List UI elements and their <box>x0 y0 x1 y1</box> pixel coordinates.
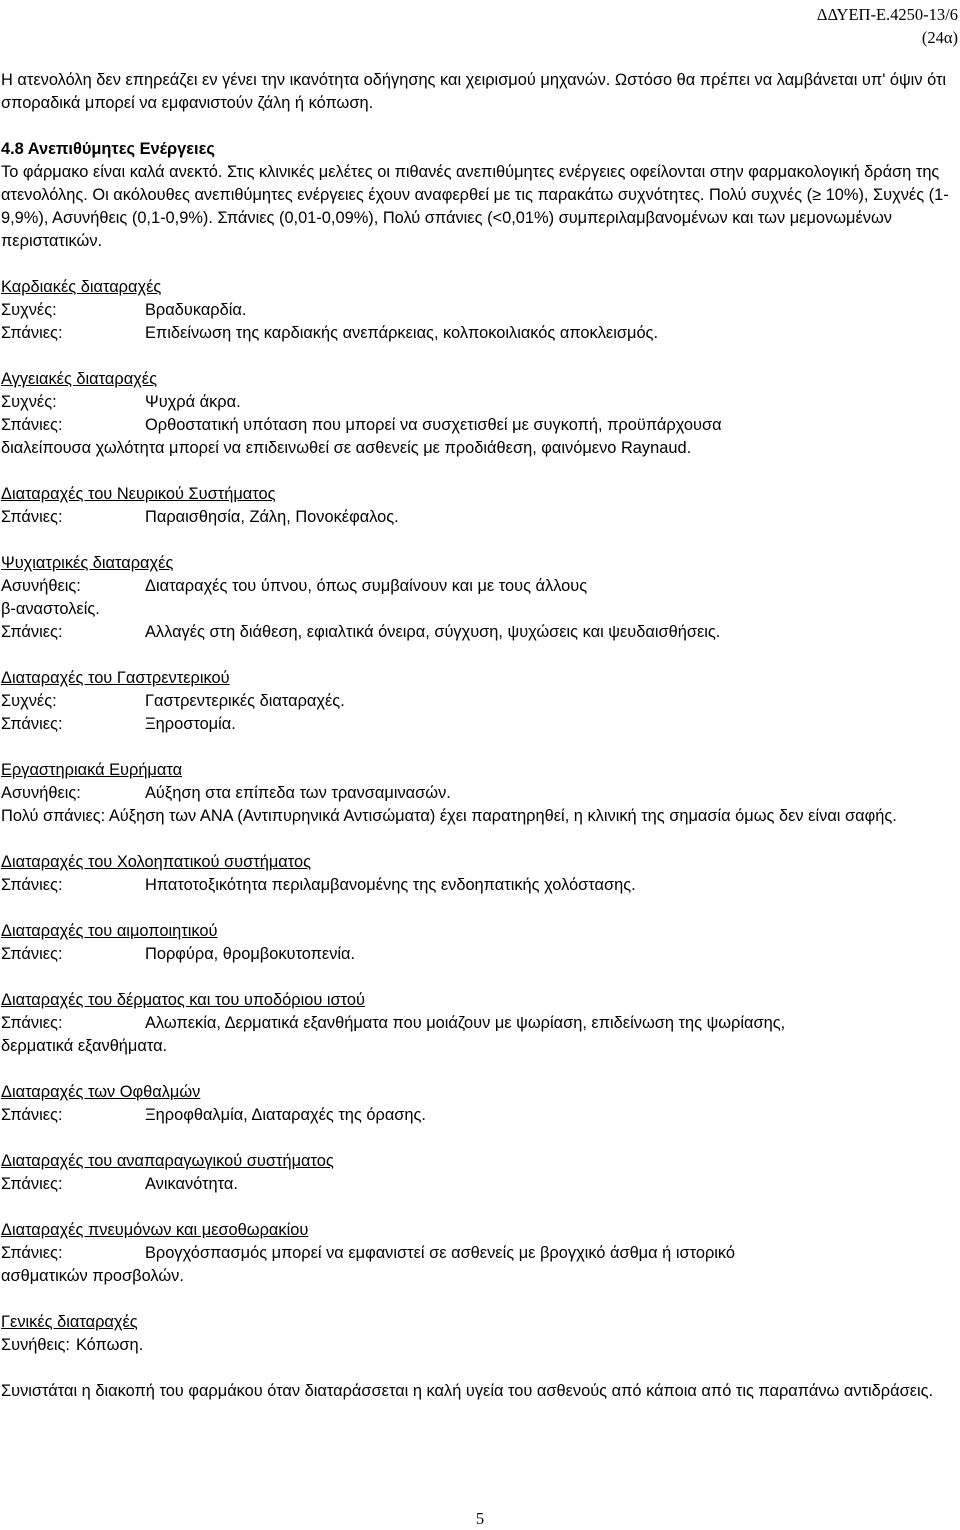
hepatobiliary-row-rare <box>1 874 951 897</box>
closing-paragraph: Συνιστάται η διακοπή του φαρμάκου όταν διαταράσσεται η καλή υγεία του ασθενούς από κάποια από τις παραπάνω αντιδράσεις. <box>1 1382 934 1400</box>
effect-text: Γαστρεντερικές διαταραχές. <box>145 692 345 710</box>
psychiatric-row-rare <box>1 621 951 644</box>
frequency-label: Συνήθεις: <box>1 1336 70 1354</box>
frequency-label: Σπάνιες: <box>1 324 63 342</box>
effect-text: Επιδείνωση της καρδιακής ανεπάρκειας, κολποκοιλιακός αποκλεισμός. <box>145 324 659 342</box>
psychiatric-heading: Ψυχιατρικές διαταραχές <box>1 554 174 572</box>
frequency-label: Συχνές: <box>1 301 57 319</box>
general-heading: Γενικές διαταραχές <box>1 1313 138 1331</box>
frequency-label: Σπάνιες: <box>1 945 63 963</box>
effect-text: Ψυχρά άκρα. <box>145 393 241 411</box>
frequency-label: Συχνές: <box>1 393 57 411</box>
vascular-row-common <box>1 391 951 414</box>
respiratory-heading: Διαταραχές πνευμόνων και μεσοθωρακίου <box>1 1221 309 1239</box>
effect-text: Ανικανότητα. <box>145 1175 238 1193</box>
general-row-common <box>1 1334 951 1357</box>
document-sub-id: (24α) <box>921 28 958 47</box>
frequency-label: Ασυνήθεις: <box>1 784 81 802</box>
frequency-label: Σπάνιες: <box>1 1014 63 1032</box>
section-title: 4.8 Ανεπιθύμητες Ενέργειες <box>1 140 215 158</box>
section-intro-paragraph: Το φάρμακο είναι καλά ανεκτό. Στις κλινικές μελέτες οι πιθανές ανεπιθύμητες ενέργειες οφείλονται στην φαρμακολογική δράση της ατενολόλης. Οι ακόλουθες ανεπιθύμητες ενέργειες έχουν αναφερθεί με τις παρακάτω συχνότητες. Πολύ συχνές (≥ 10%), Συχνές (1-9,9%), Ασυνήθεις (0,1-0,9%). Σπάνιες (0,01-0,09%), Πολύ σπάνιες (<0,01%) συμπεριλαμβανομένων και των μεμονωμένων περιστατικών. <box>1 163 949 250</box>
lab-heading: Εργαστηριακά Ευρήματα <box>1 761 183 779</box>
effect-text: Κόπωση. <box>75 1336 144 1354</box>
reproductive-heading: Διαταραχές του αναπαραγωγικού συστήματος <box>1 1152 334 1170</box>
effect-text: Βρογχόσπασμός μπορεί να εμφανιστεί σε ασθενείς με βρογχικό άσθμα ή ιστορικό <box>145 1244 736 1262</box>
cardiac-row-rare <box>1 322 951 345</box>
gastro-row-rare <box>1 713 951 736</box>
cardiac-heading: Καρδιακές διαταραχές <box>1 278 162 296</box>
driving-paragraph: Η ατενολόλη δεν επηρεάζει εν γένει την ικανότητα οδήγησης και χειρισμού μηχανών. Ωστόσο θα πρέπει να λαμβάνεται υπ' όψιν ότι σποραδικά μπορεί να εμφανιστούν ζάλη ή κόπωση. <box>1 71 947 112</box>
blood-row-rare <box>1 943 951 966</box>
frequency-label: Σπάνιες: <box>1 1106 63 1124</box>
effect-text: Πορφύρα, θρομβοκυτοπενία. <box>145 945 356 963</box>
frequency-label: Σπάνιες: <box>1 416 63 434</box>
effect-text: Ηπατοτοξικότητα περιλαμβανομένης της ενδοηπατικής χολόστασης. <box>145 876 636 894</box>
effect-continuation: β-αναστολείς. <box>1 600 100 618</box>
nervous-heading: Διαταραχές του Νευρικού Συστήματος <box>1 485 276 503</box>
hepatobiliary-heading: Διαταραχές του Χολοηπατικού συστήματος <box>1 853 311 871</box>
frequency-label: Σπάνιες: <box>1 715 63 733</box>
document-body <box>1 69 951 1403</box>
frequency-label: Σπάνιες: <box>1 876 63 894</box>
effect-continuation: διαλείπουσα χωλότητα μπορεί να επιδεινωθεί σε ασθενείς με προδιάθεση, φαινόμενο Raynaud. <box>1 439 692 457</box>
lab-row-very-rare: Πολύ σπάνιες: Αύξηση των ΑΝΑ (Αντιπυρηνικά Αντισώματα) έχει παρατηρηθεί, η κλινική της σημασία όμως δεν είναι σαφής. <box>1 807 897 825</box>
reproductive-row-rare <box>1 1173 951 1196</box>
skin-heading: Διαταραχές του δέρματος και του υποδόριου ιστού <box>1 991 365 1009</box>
frequency-label: Σπάνιες: <box>1 623 63 641</box>
effect-text: Αύξηση στα επίπεδα των τρανσαμινασών. <box>145 784 451 802</box>
gastro-heading: Διαταραχές του Γαστρεντερικού <box>1 669 230 687</box>
gastro-row-common <box>1 690 951 713</box>
skin-row-rare <box>1 1012 951 1035</box>
frequency-label: Σπάνιες: <box>1 508 63 526</box>
nervous-row-rare <box>1 506 951 529</box>
effect-text: Βραδυκαρδία. <box>145 301 247 319</box>
vascular-heading: Αγγειακές διαταραχές <box>1 370 157 388</box>
frequency-label: Σπάνιες: <box>1 1244 63 1262</box>
lab-row-uncommon <box>1 782 951 805</box>
frequency-label: Συχνές: <box>1 692 57 710</box>
effect-text: Παραισθησία, Ζάλη, Πονοκέφαλος. <box>145 508 399 526</box>
effect-text: Αλωπεκία, Δερματικά εξανθήματα που μοιάζουν με ψωρίαση, επιδείνωση της ψωρίασης, <box>145 1014 786 1032</box>
psychiatric-row-uncommon <box>1 575 951 598</box>
effect-continuation: ασθματικών προσβολών. <box>1 1267 184 1285</box>
eye-row-rare <box>1 1104 951 1127</box>
eye-heading: Διαταραχές των Οφθαλμών <box>1 1083 201 1101</box>
effect-text: Ορθοστατική υπόταση που μπορεί να συσχετισθεί με συγκοπή, προϋπάρχουσα <box>145 416 722 434</box>
document-header <box>817 3 958 49</box>
cardiac-row-common <box>1 299 951 322</box>
effect-text: Ξηροστομία. <box>145 715 236 733</box>
respiratory-row-rare <box>1 1242 951 1265</box>
frequency-label: Σπάνιες: <box>1 1175 63 1193</box>
frequency-label: Ασυνήθεις: <box>1 577 81 595</box>
blood-heading: Διαταραχές του αιμοποιητικού <box>1 922 218 940</box>
page-number: 5 <box>475 1509 485 1528</box>
effect-continuation: δερματικά εξανθήματα. <box>1 1037 168 1055</box>
effect-text: Διαταραχές του ύπνου, όπως συμβαίνουν και με τους άλλους <box>145 577 588 595</box>
effect-text: Ξηροφθαλμία, Διαταραχές της όρασης. <box>145 1106 426 1124</box>
document-id: ΔΔΥΕΠ-Ε.4250-13/6 <box>816 5 958 24</box>
effect-text: Αλλαγές στη διάθεση, εφιαλτικά όνειρα, σύγχυση, ψυχώσεις και ψευδαισθήσεις. <box>145 623 721 641</box>
vascular-row-rare <box>1 414 951 437</box>
